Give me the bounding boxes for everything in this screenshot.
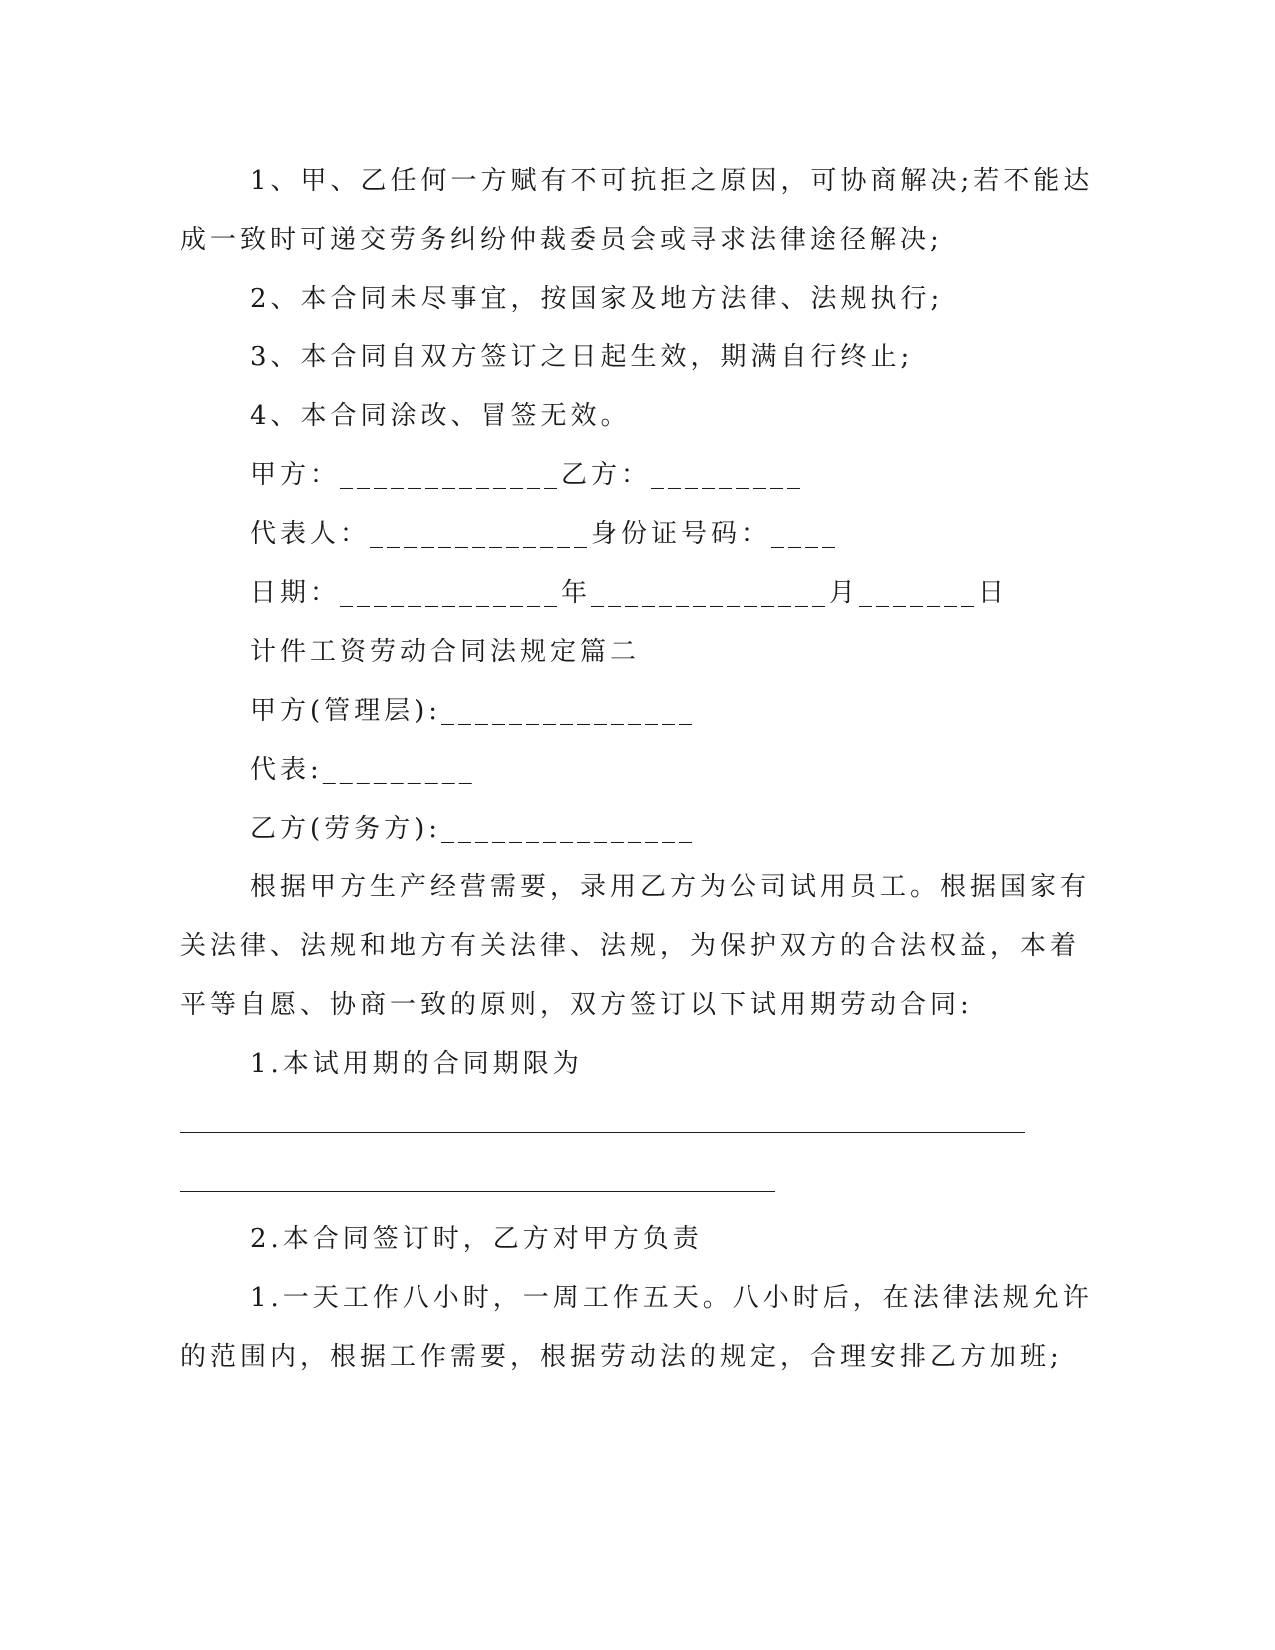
clause-4: 4、本合同涂改、冒签无效。 [250, 401, 631, 431]
preamble-line-3: 平等自愿、协商一致的原则，双方签订以下试用期劳动合同: [180, 990, 973, 1020]
term-clause: 1.本试用期的合同期限为 [250, 1049, 583, 1079]
section-title: 计件工资劳动合同法规定篇二 [250, 637, 641, 667]
clause-3: 3、本合同自双方签订之日起生效，期满自行终止; [250, 342, 914, 372]
blank-line-2 [180, 1191, 775, 1192]
clause-1-line-2: 成一致时可递交劳务纠纷仲裁委员会或寻求法律途径解决; [180, 225, 943, 255]
date-line: 日期：_____________年______________月_______日 [250, 578, 1009, 608]
responsibility-clause: 2.本合同签订时，乙方对甲方负责 [250, 1224, 703, 1254]
blank-line-1 [180, 1132, 1025, 1133]
party-a-line: 甲方(管理层):_______________ [250, 696, 697, 726]
clause-2: 2、本合同未尽事宜，按国家及地方法律、法规执行; [250, 284, 944, 314]
work-hours-line-2: 的范围内，根据工作需要，根据劳动法的规定，合理安排乙方加班; [180, 1342, 1063, 1372]
preamble-line-1: 根据甲方生产经营需要，录用乙方为公司试用员工。根据国家有 [250, 872, 1091, 902]
clause-1-line-1: 1、甲、乙任何一方赋有不可抗拒之原因，可协商解决;若不能达 [250, 166, 1094, 196]
work-hours-line-1: 1.一天工作八小时，一周工作五天。八小时后，在法律法规允许 [250, 1283, 1093, 1313]
party-b-line: 乙方(劳务方):_______________ [250, 814, 697, 844]
preamble-line-2: 关法律、法规和地方有关法律、法规，为保护双方的合法权益，本着 [180, 931, 1081, 961]
representative-line: 代表:_________ [250, 755, 476, 785]
representative-id-line: 代表人：_____________身份证号码：____ [250, 519, 840, 549]
party-signature-line: 甲方：_____________乙方：_________ [250, 460, 805, 490]
